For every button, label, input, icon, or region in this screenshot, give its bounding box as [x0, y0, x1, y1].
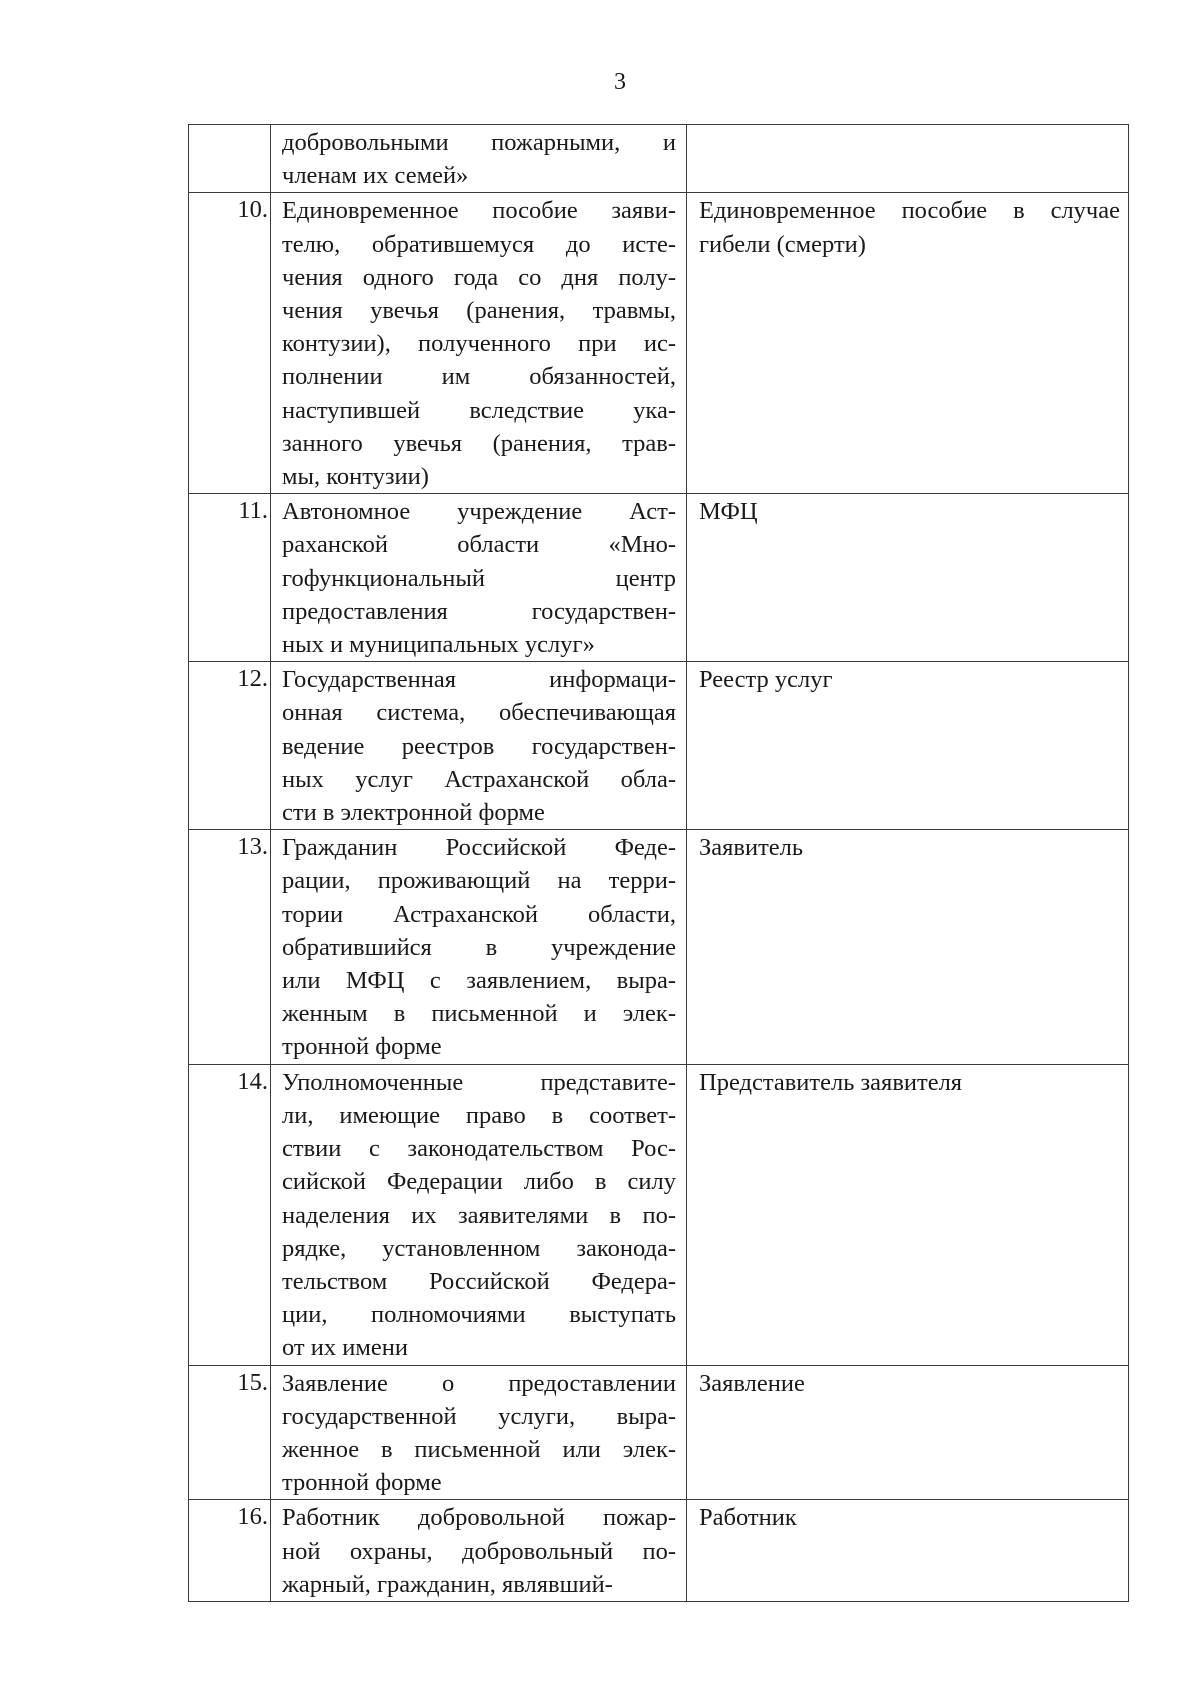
term-cell [687, 662, 1129, 830]
table-row [189, 1500, 1129, 1602]
definition-line: рации, проживающий на терри- [282, 867, 676, 895]
definition-line: женным в письменной и элек- [282, 1000, 676, 1028]
definition-line: тронной форме [282, 1469, 442, 1497]
definition-line: Заявление о предоставлении [282, 1369, 676, 1397]
definition-line: занного увечья (ранения, трав- [282, 429, 676, 457]
definition-line: раханской области «Мно- [282, 531, 676, 559]
row-number-cell [189, 1064, 271, 1365]
term-cell [687, 494, 1129, 662]
definition-line: Гражданин Российской Феде- [282, 834, 676, 862]
definition-line: гофункциональный центр [282, 564, 676, 592]
definition-line: ции, полномочиями выступать [282, 1301, 676, 1329]
definition-line: Государственная информаци- [282, 666, 676, 694]
table-row [189, 125, 1129, 193]
definition-line: тронной форме [282, 1033, 442, 1061]
definition-line: тории Астраханской области, [282, 900, 676, 928]
definition-line: ных и муниципальных услуг» [282, 631, 595, 659]
definition-cell [271, 1500, 687, 1602]
row-number: 12. [237, 665, 268, 693]
term-line: Единовременное пособие в случае [699, 197, 1120, 225]
definition-line: чения одного года со дня полу- [282, 263, 676, 291]
row-number-cell [189, 125, 271, 193]
term-cell [687, 125, 1129, 193]
definition-cell [271, 1365, 687, 1500]
term-line: Представитель заявителя [699, 1068, 963, 1096]
row-number: 15. [237, 1368, 268, 1396]
definition-line: государственной услуги, выра- [282, 1402, 676, 1430]
definition-line: ной охраны, добровольный по- [282, 1537, 676, 1565]
definition-line: сти в электронной форме [282, 799, 545, 827]
definition-line: наделения их заявителями в по- [282, 1201, 676, 1229]
definition-cell [271, 830, 687, 1064]
definition-line: добровольными пожарными, и [282, 129, 676, 156]
definition-line: жарный, гражданин, являвший- [282, 1570, 613, 1598]
row-number-cell [189, 193, 271, 494]
definition-line: ных услуг Астраханской обла- [282, 765, 676, 793]
table-row [189, 830, 1129, 1064]
definition-line: обратившийся в учреждение [282, 933, 676, 961]
definition-line: телю, обратившемуся до исте- [282, 230, 676, 258]
definition-line: членам их семей» [282, 162, 469, 190]
table-row [189, 1064, 1129, 1365]
definition-line: ведение реестров государствен- [282, 732, 676, 760]
definition-line: сийской Федерации либо в силу [282, 1168, 676, 1196]
row-number-cell [189, 1500, 271, 1602]
page-number: 3 [614, 69, 626, 95]
definition-cell [271, 662, 687, 830]
definition-line: ствии с законодательством Рос- [282, 1135, 676, 1163]
row-number: 13. [237, 833, 268, 861]
row-number: 10. [237, 196, 268, 224]
term-line: Заявление [699, 1369, 805, 1397]
definition-cell [271, 193, 687, 494]
table-row [189, 1365, 1129, 1500]
table-row [189, 193, 1129, 494]
definition-line: от их имени [282, 1334, 408, 1362]
definition-line: ли, имеющие право в соответ- [282, 1101, 676, 1129]
term-cell [687, 1500, 1129, 1602]
row-number-cell [189, 830, 271, 1064]
definition-line: онная система, обеспечивающая [282, 699, 676, 727]
row-number: 16. [237, 1503, 268, 1531]
definition-cell [271, 1064, 687, 1365]
term-cell [687, 830, 1129, 1064]
definition-line: предоставления государствен- [282, 597, 676, 625]
definition-line: Единовременное пособие заяви- [282, 197, 676, 225]
definition-line: мы, контузии) [282, 463, 429, 491]
definition-cell [271, 494, 687, 662]
definition-line: полнении им обязанностей, [282, 363, 676, 391]
row-number-cell [189, 662, 271, 830]
definition-line: тельством Российской Федера- [282, 1267, 676, 1295]
definition-line: Автономное учреждение Аст- [282, 498, 676, 526]
definition-line: Уполномоченные представите- [282, 1068, 676, 1096]
term-line: МФЦ [699, 498, 758, 526]
term-line: гибели (смерти) [699, 230, 866, 258]
definition-line: чения увечья (ранения, травмы, [282, 297, 676, 325]
term-cell [687, 1365, 1129, 1500]
definition-line: Работник добровольной пожар- [282, 1504, 676, 1532]
term-line: Реестр услуг [699, 666, 833, 694]
definition-line: контузии), полученного при ис- [282, 330, 676, 358]
table-row [189, 662, 1129, 830]
term-line: Заявитель [699, 834, 804, 862]
definition-line: рядке, установленном законода- [282, 1234, 676, 1262]
row-number: 14. [237, 1067, 268, 1095]
row-number-cell [189, 1365, 271, 1500]
definition-line: или МФЦ с заявлением, выра- [282, 967, 676, 995]
term-cell [687, 193, 1129, 494]
definition-line: наступившей вследствие ука- [282, 396, 676, 424]
definitions-table [188, 124, 1129, 1602]
term-cell [687, 1064, 1129, 1365]
definition-line: женное в письменной или элек- [282, 1435, 676, 1463]
definition-cell [271, 125, 687, 193]
term-line: Работник [699, 1504, 797, 1532]
row-number-cell [189, 494, 271, 662]
table-row [189, 494, 1129, 662]
row-number: 11. [238, 497, 268, 525]
definitions-table-body [189, 125, 1129, 1602]
